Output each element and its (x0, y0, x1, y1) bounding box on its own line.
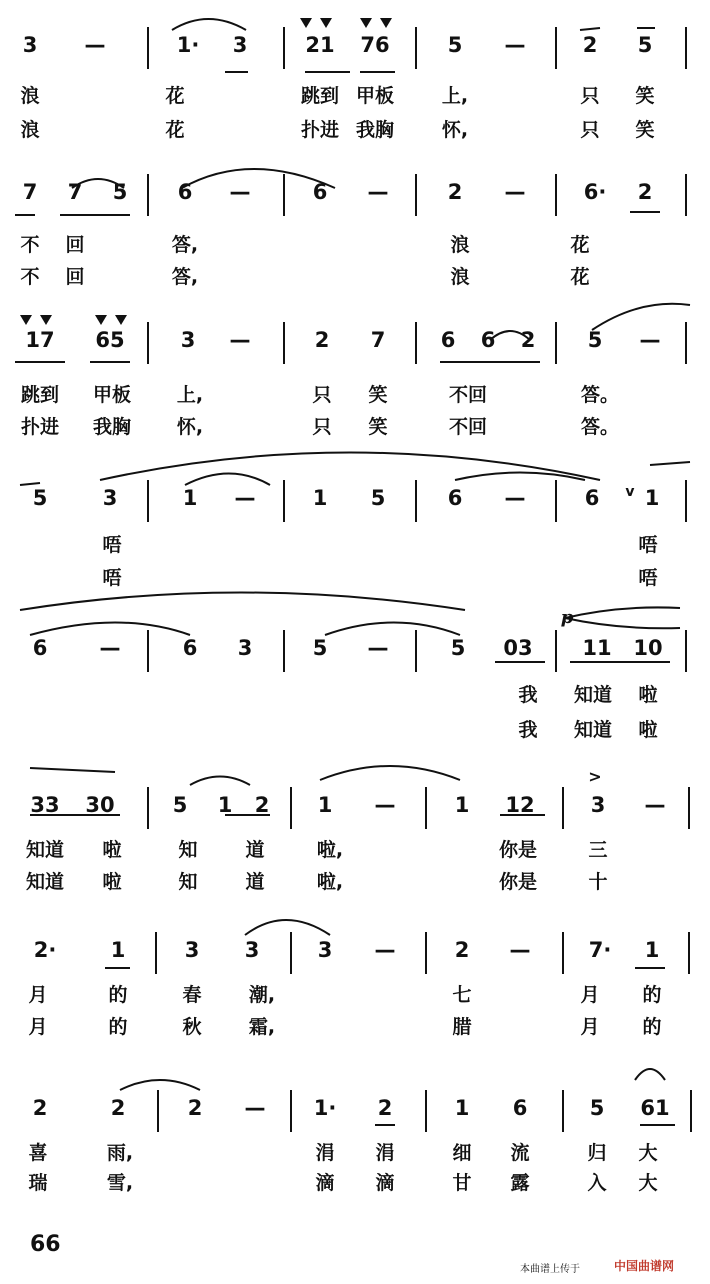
bar-line (283, 174, 285, 216)
lyric: 潮, (248, 984, 276, 1006)
notation-line (0, 628, 710, 672)
bar-line (415, 480, 417, 522)
lyric-line-2 (0, 115, 710, 145)
lyric: 流 (510, 1142, 530, 1164)
bar-line (415, 174, 417, 216)
note: 1· (176, 33, 200, 57)
lyric-line-1 (0, 380, 710, 410)
lyric: 瑞 (28, 1172, 48, 1194)
lyric: 月 (28, 1016, 48, 1038)
note: — (367, 636, 389, 660)
lyric: 月 (28, 984, 48, 1006)
note: 6 (447, 486, 463, 510)
note: 7 (67, 180, 83, 204)
bar-line (555, 174, 557, 216)
bar-line (562, 1090, 564, 1132)
lyric: 花 (165, 85, 185, 107)
lyric: 回 (65, 234, 85, 256)
note: 6 (512, 1096, 528, 1120)
lyric: 春 (182, 984, 202, 1006)
lyric: 腊 (452, 1016, 472, 1038)
note: 6 (480, 328, 496, 352)
note: — (244, 1096, 266, 1120)
lyric: 你是 (498, 871, 538, 893)
lyric: 我胸 (92, 416, 132, 438)
lyric: 唔 (102, 534, 122, 556)
note: 5 (370, 486, 386, 510)
note: 2 (447, 180, 463, 204)
lyric: 跳到 (300, 85, 340, 107)
lyric: 三 (588, 839, 608, 861)
note: — (367, 180, 389, 204)
notation-line (0, 25, 710, 69)
lyric: 只 (580, 119, 600, 141)
note: — (374, 938, 396, 962)
note: 1· (313, 1096, 337, 1120)
note: 1 (317, 793, 333, 817)
note: 30 (85, 793, 115, 817)
bar-line (147, 27, 149, 69)
note: 65 (95, 328, 125, 352)
lyric-line-2 (0, 1012, 710, 1042)
lyric-line-2 (0, 867, 710, 897)
note: 1 (182, 486, 198, 510)
bar-line (290, 787, 292, 829)
note: 03 (503, 636, 533, 660)
note: 1 (454, 1096, 470, 1120)
lyric-line-1 (0, 230, 710, 260)
bar-line (685, 174, 687, 216)
footer-caption: 本曲谱上传于 (520, 1264, 580, 1275)
lyric: 不 (20, 234, 40, 256)
lyric: 怀, (441, 119, 469, 141)
bar-line (290, 1090, 292, 1132)
lyric: 滴 (315, 1172, 335, 1194)
note: 2 (110, 1096, 126, 1120)
lyric: 涓 (375, 1142, 395, 1164)
page-number: 66 (30, 1232, 61, 1257)
lyric: 喜 (28, 1142, 48, 1164)
lyric: 大 (638, 1172, 658, 1194)
lyric: 答, (171, 266, 199, 288)
lyric: 笑 (635, 119, 655, 141)
lyric: 只 (312, 416, 332, 438)
lyric-line-2 (0, 1168, 710, 1198)
bar-line (147, 480, 149, 522)
note: 6 (440, 328, 456, 352)
bar-line (155, 932, 157, 974)
note: — (229, 328, 251, 352)
lyric: 我 (518, 719, 538, 741)
lyric: 知 (178, 839, 198, 861)
footer-site-logo: 中国曲谱网 (614, 1259, 675, 1273)
lyric: 我胸 (355, 119, 395, 141)
note: 2 (314, 328, 330, 352)
note: 3 (184, 938, 200, 962)
note: 12 (505, 793, 535, 817)
bar-line (685, 630, 687, 672)
bar-line (685, 322, 687, 364)
note: — (504, 33, 526, 57)
lyric: 月 (580, 984, 600, 1006)
lyric: 露 (510, 1172, 530, 1194)
note: 21 (305, 33, 335, 57)
note: 5 (32, 486, 48, 510)
lyric: 我 (518, 684, 538, 706)
lyric: 道 (245, 871, 265, 893)
note: 6 (177, 180, 193, 204)
note: 3 (317, 938, 333, 962)
lyric: 细 (452, 1142, 472, 1164)
bar-line (290, 932, 292, 974)
note: 6· (583, 180, 607, 204)
lyric-line-2 (0, 412, 710, 442)
lyric: 大 (638, 1142, 658, 1164)
lyric: 滴 (375, 1172, 395, 1194)
note: 2 (520, 328, 536, 352)
lyric: 不回 (448, 416, 488, 438)
bar-line (685, 480, 687, 522)
note: 61 (640, 1096, 670, 1120)
note: 1 (644, 938, 660, 962)
lyric-line-1 (0, 835, 710, 865)
lyric: 的 (108, 984, 128, 1006)
note: 3 (237, 636, 253, 660)
lyric: 唔 (638, 534, 658, 556)
note: 2 (637, 180, 653, 204)
lyric: 道 (245, 839, 265, 861)
lyric: 只 (312, 384, 332, 406)
note: — (509, 938, 531, 962)
lyric: 知道 (25, 871, 65, 893)
lyric: 笑 (368, 416, 388, 438)
bar-line (555, 480, 557, 522)
lyric: 七 (452, 984, 472, 1006)
lyric: 啦 (102, 839, 122, 861)
lyric: 扑进 (20, 416, 60, 438)
note: — (644, 793, 666, 817)
note: 2 (377, 1096, 393, 1120)
note: 5 (450, 636, 466, 660)
bar-line (147, 787, 149, 829)
lyric-line-1 (0, 980, 710, 1010)
lyric: 上, (176, 384, 204, 406)
lyric: 扑进 (300, 119, 340, 141)
note: 5 (172, 793, 188, 817)
lyric: 唔 (638, 567, 658, 589)
note: 10 (633, 636, 663, 660)
notation-line (0, 172, 710, 216)
lyric: 答。 (580, 416, 620, 438)
note: 1 (454, 793, 470, 817)
breath-mark: v (625, 484, 635, 500)
lyric: 浪 (20, 119, 40, 141)
lyric: 归 (587, 1142, 607, 1164)
note: 5 (312, 636, 328, 660)
note: — (504, 180, 526, 204)
bar-line (415, 630, 417, 672)
note: 3 (180, 328, 196, 352)
lyric: 啦, (316, 871, 344, 893)
bar-line (157, 1090, 159, 1132)
bar-line (555, 27, 557, 69)
note: 6 (32, 636, 48, 660)
note: 3 (590, 793, 606, 817)
note: 6 (182, 636, 198, 660)
notation-line (0, 930, 710, 974)
note: 5 (447, 33, 463, 57)
lyric: 雨, (106, 1142, 134, 1164)
bar-line (283, 630, 285, 672)
bar-line (688, 787, 690, 829)
note: 33 (30, 793, 60, 817)
lyric: 跳到 (20, 384, 60, 406)
note: — (504, 486, 526, 510)
lyric: 笑 (368, 384, 388, 406)
lyric: 上, (441, 85, 469, 107)
note: 1 (110, 938, 126, 962)
lyric: 啦 (638, 719, 658, 741)
lyric: 涓 (315, 1142, 335, 1164)
note: 3 (244, 938, 260, 962)
note: — (639, 328, 661, 352)
bar-line (425, 787, 427, 829)
note: 5 (637, 33, 653, 57)
lyric: 浪 (20, 85, 40, 107)
bar-line (690, 1090, 692, 1132)
lyric: 答, (171, 234, 199, 256)
lyric: 浪 (450, 266, 470, 288)
lyric-line-2 (0, 262, 710, 292)
lyric: 霜, (248, 1016, 276, 1038)
lyric: 不 (20, 266, 40, 288)
note: 17 (25, 328, 55, 352)
lyric: 的 (642, 984, 662, 1006)
lyric: 怀, (176, 416, 204, 438)
bar-line (147, 630, 149, 672)
note: 7· (588, 938, 612, 962)
lyric: 不回 (448, 384, 488, 406)
lyric: 月 (580, 1016, 600, 1038)
notation-line (0, 478, 710, 522)
lyric: 十 (588, 871, 608, 893)
lyric: 的 (642, 1016, 662, 1038)
lyric: 甘 (452, 1172, 472, 1194)
note: 76 (360, 33, 390, 57)
bar-line (147, 174, 149, 216)
lyric-line-2 (0, 563, 710, 593)
lyric: 只 (580, 85, 600, 107)
lyric: 答。 (580, 384, 620, 406)
lyric: 知道 (573, 684, 613, 706)
lyric: 甲板 (92, 384, 132, 406)
note: 2 (254, 793, 270, 817)
notation-line (0, 785, 710, 829)
lyric: 唔 (102, 567, 122, 589)
note: 3 (22, 33, 38, 57)
lyric: 的 (108, 1016, 128, 1038)
note: 6 (584, 486, 600, 510)
notation-line (0, 1088, 710, 1132)
bar-line (688, 932, 690, 974)
lyric-line-1 (0, 680, 710, 710)
note: — (229, 180, 251, 204)
note: 2 (454, 938, 470, 962)
note: 11 (582, 636, 612, 660)
note: — (84, 33, 106, 57)
lyric: 回 (65, 266, 85, 288)
lyric: 知道 (573, 719, 613, 741)
lyric: 知 (178, 871, 198, 893)
lyric: 啦, (316, 839, 344, 861)
note: — (374, 793, 396, 817)
bar-line (425, 1090, 427, 1132)
lyric-line-2 (0, 715, 710, 745)
lyric: 啦 (102, 871, 122, 893)
lyric: 秋 (182, 1016, 202, 1038)
bar-line (562, 932, 564, 974)
notation-line (0, 320, 710, 364)
lyric: 啦 (638, 684, 658, 706)
bar-line (555, 322, 557, 364)
note: — (234, 486, 256, 510)
note: — (99, 636, 121, 660)
note: 1 (312, 486, 328, 510)
note: 2 (582, 33, 598, 57)
lyric: 笑 (635, 85, 655, 107)
lyric: 浪 (450, 234, 470, 256)
note: 7 (370, 328, 386, 352)
note: 1 (217, 793, 233, 817)
note: 1 (644, 486, 660, 510)
lyric-line-1 (0, 530, 710, 560)
bar-line (415, 27, 417, 69)
bar-line (415, 322, 417, 364)
note: 5 (589, 1096, 605, 1120)
note: 2 (187, 1096, 203, 1120)
bar-line (425, 932, 427, 974)
note: 7 (22, 180, 38, 204)
lyric: 入 (587, 1172, 607, 1194)
lyric: 雪, (106, 1172, 134, 1194)
lyric: 你是 (498, 839, 538, 861)
note: 3 (232, 33, 248, 57)
lyric: 花 (570, 266, 590, 288)
note: 6 (312, 180, 328, 204)
lyric: 花 (165, 119, 185, 141)
bar-line (283, 27, 285, 69)
lyric: 花 (570, 234, 590, 256)
note: 5 (587, 328, 603, 352)
bar-line (147, 322, 149, 364)
accent-mark: > (588, 767, 602, 786)
lyric: 甲板 (355, 85, 395, 107)
note: 3 (102, 486, 118, 510)
bar-line (283, 322, 285, 364)
bar-line (555, 630, 557, 672)
dynamic-mark: p (560, 607, 574, 628)
bar-line (685, 27, 687, 69)
note: 5 (112, 180, 128, 204)
lyric-line-1 (0, 1138, 710, 1168)
note: 2 (32, 1096, 48, 1120)
bar-line (562, 787, 564, 829)
lyric-line-1 (0, 81, 710, 111)
note: 2· (33, 938, 57, 962)
bar-line (283, 480, 285, 522)
lyric: 知道 (25, 839, 65, 861)
